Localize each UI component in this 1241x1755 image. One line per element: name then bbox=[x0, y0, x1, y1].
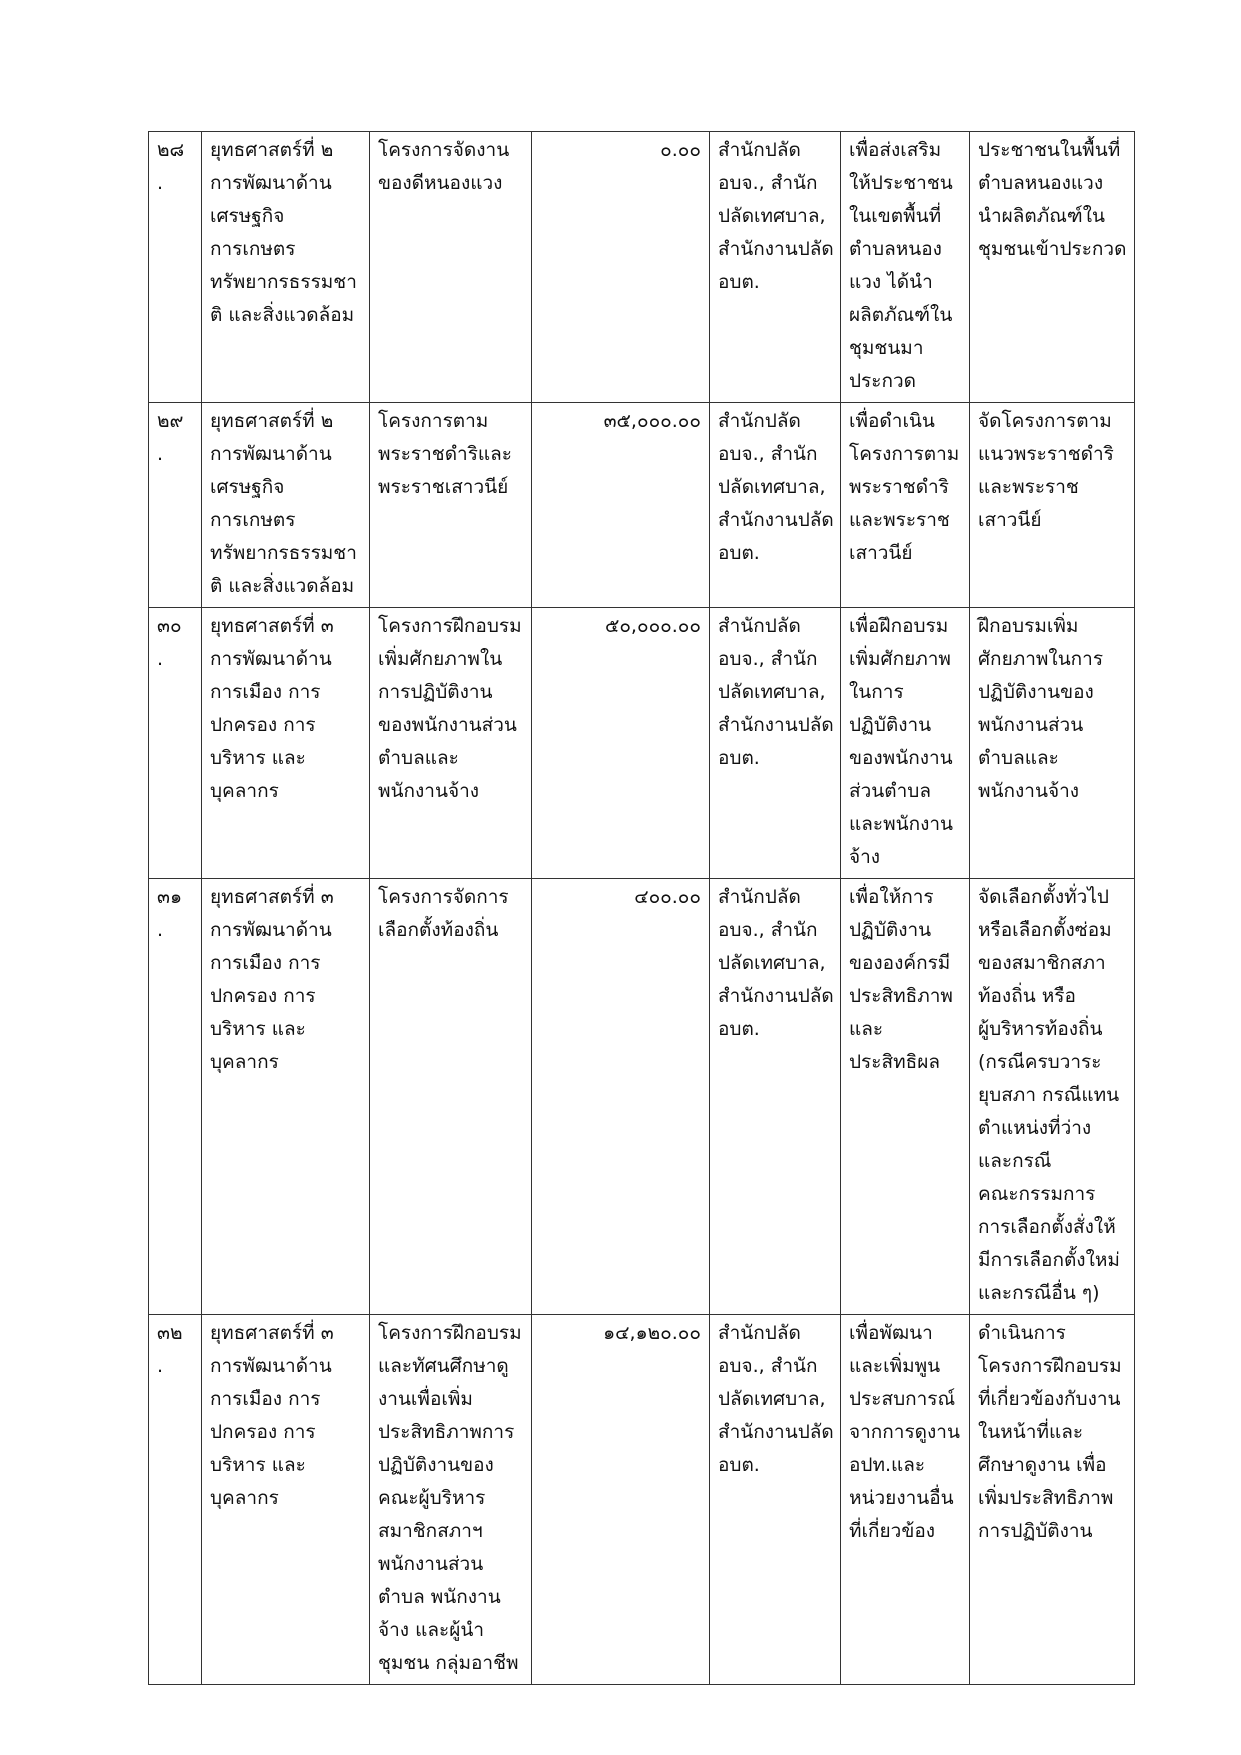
cell-text-line: ชุมชนมา bbox=[849, 337, 924, 359]
cell-text-line: เสาวนีย์ bbox=[978, 509, 1042, 531]
cell-text-line: ยุทธศาสตร์ที่ ๓ bbox=[210, 886, 334, 908]
project-table bbox=[148, 131, 1135, 1685]
cell-text-line: แนวพระราชดำริ bbox=[978, 443, 1114, 465]
table-row bbox=[149, 608, 1135, 879]
cell-text-line: ในหน้าที่และ bbox=[978, 1421, 1084, 1443]
row-number-dot: . bbox=[157, 443, 164, 465]
cell-text-line: อบจ., สำนัก bbox=[718, 1355, 818, 1377]
agency-cell bbox=[710, 879, 841, 1315]
budget-cell bbox=[532, 1315, 710, 1685]
table-row bbox=[149, 879, 1135, 1315]
cell-text-line: การเมือง การ bbox=[210, 681, 321, 703]
cell-text-line: นำผลิตภัณฑ์ใน bbox=[978, 205, 1105, 227]
cell-text-line: พนักงานส่วน bbox=[978, 714, 1084, 736]
cell-text-line: การเกษตร bbox=[210, 238, 296, 260]
row-number-dot: . bbox=[157, 648, 164, 670]
objective-cell bbox=[841, 403, 970, 608]
cell-text-line: ให้ประชาชน bbox=[849, 172, 953, 194]
cell-text-line: เศรษฐกิจ bbox=[210, 476, 285, 498]
cell-text-line: บริหาร และ bbox=[210, 1454, 306, 1476]
cell-text-line: พระราชดำริและ bbox=[378, 443, 513, 465]
row-number: ๓๐ bbox=[157, 615, 182, 637]
output-cell bbox=[970, 879, 1135, 1315]
project-cell bbox=[370, 403, 532, 608]
cell-text-line: พระราชดำริ bbox=[849, 476, 949, 498]
cell-text-line: โครงการฝึกอบรม bbox=[378, 615, 522, 637]
cell-text-line: ปฏิบัติงาน bbox=[849, 919, 932, 941]
cell-text-line: ติ และสิ่งแวดล้อม bbox=[210, 304, 355, 326]
cell-text-line: เสาวนีย์ bbox=[849, 542, 913, 564]
cell-text-line: ประสิทธิภาพ bbox=[849, 985, 953, 1007]
cell-text-line: ในเขตพื้นที่ bbox=[849, 205, 942, 227]
row-number-cell bbox=[149, 132, 202, 403]
table-row bbox=[149, 403, 1135, 608]
budget-cell bbox=[532, 608, 710, 879]
cell-text-line: การเมือง การ bbox=[210, 1388, 321, 1410]
row-number: ๒๙ bbox=[157, 410, 184, 432]
cell-text-line: ปกครอง การ bbox=[210, 985, 316, 1007]
cell-text-line: พระราชเสาวนีย์ bbox=[378, 476, 509, 498]
cell-text-line: สมาชิกสภาฯ bbox=[378, 1520, 483, 1542]
cell-text-line: เพื่อพัฒนา bbox=[849, 1322, 933, 1344]
cell-text-line: แวง ได้นำ bbox=[849, 271, 933, 293]
cell-text-line: อบจ., สำนัก bbox=[718, 648, 818, 670]
cell-text-line: และ bbox=[849, 1018, 884, 1040]
budget-cell bbox=[532, 132, 710, 403]
cell-text-line: ขององค์กรมี bbox=[849, 952, 951, 974]
output-cell bbox=[970, 403, 1135, 608]
cell-text-line: เพื่อดำเนิน bbox=[849, 410, 935, 432]
cell-text-line: ดำเนินการ bbox=[978, 1322, 1066, 1344]
cell-text-line: หรือเลือกตั้งซ่อม bbox=[978, 919, 1112, 941]
output-cell bbox=[970, 608, 1135, 879]
cell-text-line: อบต. bbox=[718, 271, 760, 293]
cell-text-line: ปกครอง การ bbox=[210, 1421, 316, 1443]
cell-text-line: ปกครอง การ bbox=[210, 714, 316, 736]
cell-text-line: ตำบลหนองแวง bbox=[978, 172, 1104, 194]
cell-text-line: ประสบการณ์ bbox=[849, 1388, 956, 1410]
cell-text-line: เพื่อฝึกอบรม bbox=[849, 615, 949, 637]
table-row bbox=[149, 132, 1135, 403]
cell-text-line: พนักงานจ้าง bbox=[978, 780, 1080, 802]
cell-text-line: อบจ., สำนัก bbox=[718, 919, 818, 941]
cell-text-line: งานเพื่อเพิ่ม bbox=[378, 1388, 473, 1410]
cell-text-line: อบจ., สำนัก bbox=[718, 172, 818, 194]
cell-text-line: (กรณีครบวาระ bbox=[978, 1051, 1102, 1073]
cell-text-line: และเพิ่มพูน bbox=[849, 1355, 941, 1377]
cell-text-line: บริหาร และ bbox=[210, 1018, 306, 1040]
cell-text-line: จัดโครงการตาม bbox=[978, 410, 1112, 432]
agency-cell bbox=[710, 132, 841, 403]
cell-text-line: เพิ่มศักยภาพใน bbox=[378, 648, 503, 670]
cell-text-line: ของดีหนองแวง bbox=[378, 172, 503, 194]
cell-text-line: การพัฒนาด้าน bbox=[210, 1355, 332, 1377]
cell-text-line: การเกษตร bbox=[210, 509, 296, 531]
agency-cell bbox=[710, 403, 841, 608]
cell-text-line: ตำบลหนอง bbox=[849, 238, 942, 260]
cell-text-line: สำนักงานปลัด bbox=[718, 238, 834, 260]
table-row bbox=[149, 1315, 1135, 1685]
cell-text-line: ฝึกอบรมเพิ่ม bbox=[978, 615, 1079, 637]
cell-text-line: เศรษฐกิจ bbox=[210, 205, 285, 227]
row-number-cell bbox=[149, 1315, 202, 1685]
cell-text-line: ของพนักงาน bbox=[849, 747, 953, 769]
row-number-cell bbox=[149, 879, 202, 1315]
cell-text-line: เพิ่มประสิทธิภาพ bbox=[978, 1487, 1114, 1509]
cell-text-line: ยุทธศาสตร์ที่ ๒ bbox=[210, 139, 334, 161]
cell-text-line: เพื่อให้การ bbox=[849, 886, 934, 908]
cell-text-line: เพิ่มศักยภาพ bbox=[849, 648, 951, 670]
cell-text-line: ทรัพยากรธรรมชา bbox=[210, 271, 357, 293]
cell-text-line: มีการเลือกตั้งใหม่ bbox=[978, 1249, 1120, 1271]
objective-cell bbox=[841, 879, 970, 1315]
cell-text-line: ๓๕,๐๐๐.๐๐ bbox=[603, 410, 701, 432]
cell-text-line: ตำบล พนักงาน bbox=[378, 1586, 501, 1608]
objective-cell bbox=[841, 132, 970, 403]
cell-text-line: จ้าง และผู้นำ bbox=[378, 1619, 485, 1641]
cell-text-line: ในการ bbox=[849, 681, 904, 703]
cell-text-line: สำนักปลัด bbox=[718, 139, 801, 161]
cell-text-line: ชุมชนเข้าประกวด bbox=[978, 238, 1127, 260]
cell-text-line: อบต. bbox=[718, 542, 760, 564]
strategy-cell bbox=[202, 608, 370, 879]
row-number: ๓๒ bbox=[157, 1322, 183, 1344]
cell-text-line: โครงการฝึกอบรม bbox=[978, 1355, 1122, 1377]
cell-text-line: หน่วยงานอื่น bbox=[849, 1487, 954, 1509]
strategy-cell bbox=[202, 1315, 370, 1685]
cell-text-line: และพระราช bbox=[978, 476, 1079, 498]
cell-text-line: ประสิทธิผล bbox=[849, 1051, 940, 1073]
cell-text-line: ท้องถิ่น หรือ bbox=[978, 985, 1076, 1007]
cell-text-line: และทัศนศึกษาดู bbox=[378, 1355, 509, 1377]
row-number-dot: . bbox=[157, 172, 164, 194]
cell-text-line: ยุทธศาสตร์ที่ ๓ bbox=[210, 1322, 334, 1344]
project-cell bbox=[370, 1315, 532, 1685]
cell-text-line: สำนักปลัด bbox=[718, 615, 801, 637]
cell-text-line: ยุบสภา กรณีแทน bbox=[978, 1084, 1120, 1106]
cell-text-line: การปฏิบัติงาน bbox=[978, 1520, 1093, 1542]
cell-text-line: และพระราช bbox=[849, 509, 950, 531]
cell-text-line: การปฏิบัติงาน bbox=[378, 681, 493, 703]
cell-text-line: พนักงานจ้าง bbox=[378, 780, 480, 802]
cell-text-line: สำนักงานปลัด bbox=[718, 985, 834, 1007]
cell-text-line: ยุทธศาสตร์ที่ ๓ bbox=[210, 615, 334, 637]
cell-text-line: สำนักปลัด bbox=[718, 410, 801, 432]
project-cell bbox=[370, 879, 532, 1315]
cell-text-line: บุคลากร bbox=[210, 1487, 279, 1509]
cell-text-line: ปฏิบัติงานของ bbox=[378, 1454, 494, 1476]
agency-cell bbox=[710, 608, 841, 879]
cell-text-line: ประกวด bbox=[849, 370, 916, 392]
cell-text-line: ยุทธศาสตร์ที่ ๒ bbox=[210, 410, 334, 432]
cell-text-line: ประชาชนในพื้นที่ bbox=[978, 139, 1121, 161]
cell-text-line: ปลัดเทศบาล, bbox=[718, 952, 826, 974]
cell-text-line: เลือกตั้งท้องถิ่น bbox=[378, 919, 499, 941]
cell-text-line: โครงการตาม bbox=[378, 410, 489, 432]
budget-cell bbox=[532, 403, 710, 608]
cell-text-line: โครงการตาม bbox=[849, 443, 960, 465]
cell-text-line: ปลัดเทศบาล, bbox=[718, 476, 826, 498]
cell-text-line: อบต. bbox=[718, 747, 760, 769]
cell-text-line: อบต. bbox=[718, 1454, 760, 1476]
cell-text-line: จ้าง bbox=[849, 846, 881, 868]
cell-text-line: อปท.และ bbox=[849, 1454, 926, 1476]
cell-text-line: ศักยภาพในการ bbox=[978, 648, 1104, 670]
row-number: ๓๑ bbox=[157, 886, 183, 908]
row-number-dot: . bbox=[157, 1355, 164, 1377]
cell-text-line: ผลิตภัณฑ์ใน bbox=[849, 304, 953, 326]
cell-text-line: การพัฒนาด้าน bbox=[210, 919, 332, 941]
cell-text-line: จัดเลือกตั้งทั่วไป bbox=[978, 886, 1109, 908]
strategy-cell bbox=[202, 403, 370, 608]
cell-text-line: การเลือกตั้งสั่งให้ bbox=[978, 1216, 1116, 1238]
cell-text-line: คณะผู้บริหาร bbox=[378, 1487, 486, 1509]
project-table-body bbox=[149, 132, 1135, 1685]
cell-text-line: สำนักงานปลัด bbox=[718, 1421, 834, 1443]
cell-text-line: ผู้บริหารท้องถิ่น bbox=[978, 1018, 1103, 1040]
cell-text-line: เพื่อส่งเสริม bbox=[849, 139, 942, 161]
objective-cell bbox=[841, 608, 970, 879]
project-cell bbox=[370, 608, 532, 879]
budget-cell bbox=[532, 879, 710, 1315]
row-number-cell bbox=[149, 608, 202, 879]
cell-text-line: ๕๐,๐๐๐.๐๐ bbox=[604, 615, 701, 637]
cell-text-line: ปลัดเทศบาล, bbox=[718, 205, 826, 227]
cell-text-line: จากการดูงาน bbox=[849, 1421, 960, 1443]
agency-cell bbox=[710, 1315, 841, 1685]
cell-text-line: ๑๔,๑๒๐.๐๐ bbox=[603, 1322, 701, 1344]
cell-text-line: สำนักงานปลัด bbox=[718, 509, 834, 531]
cell-text-line: ๐.๐๐ bbox=[660, 139, 701, 161]
cell-text-line: ชุมชน กลุ่มอาชีพ bbox=[378, 1652, 519, 1674]
cell-text-line: ประสิทธิภาพการ bbox=[378, 1421, 515, 1443]
cell-text-line: ปฏิบัติงาน bbox=[849, 714, 932, 736]
cell-text-line: การพัฒนาด้าน bbox=[210, 648, 332, 670]
cell-text-line: สำนักปลัด bbox=[718, 1322, 801, 1344]
output-cell bbox=[970, 132, 1135, 403]
row-number-cell bbox=[149, 403, 202, 608]
cell-text-line: ตำแหน่งที่ว่าง bbox=[978, 1117, 1092, 1139]
cell-text-line: อบจ., สำนัก bbox=[718, 443, 818, 465]
cell-text-line: โครงการจัดงาน bbox=[378, 139, 510, 161]
cell-text-line: สำนักงานปลัด bbox=[718, 714, 834, 736]
cell-text-line: ติ และสิ่งแวดล้อม bbox=[210, 575, 355, 597]
cell-text-line: และพนักงาน bbox=[849, 813, 954, 835]
row-number: ๒๘ bbox=[157, 139, 185, 161]
cell-text-line: การพัฒนาด้าน bbox=[210, 172, 332, 194]
objective-cell bbox=[841, 1315, 970, 1685]
cell-text-line: ของสมาชิกสภา bbox=[978, 952, 1106, 974]
project-cell bbox=[370, 132, 532, 403]
row-number-dot: . bbox=[157, 919, 164, 941]
cell-text-line: และกรณีอื่น ๆ) bbox=[978, 1282, 1100, 1304]
strategy-cell bbox=[202, 879, 370, 1315]
cell-text-line: คณะกรรมการ bbox=[978, 1183, 1096, 1205]
cell-text-line: ปลัดเทศบาล, bbox=[718, 681, 826, 703]
cell-text-line: โครงการจัดการ bbox=[378, 886, 509, 908]
cell-text-line: และกรณี bbox=[978, 1150, 1052, 1172]
cell-text-line: ปลัดเทศบาล, bbox=[718, 1388, 826, 1410]
cell-text-line: ปฏิบัติงานของ bbox=[978, 681, 1094, 703]
cell-text-line: ตำบลและ bbox=[978, 747, 1059, 769]
cell-text-line: สำนักปลัด bbox=[718, 886, 801, 908]
cell-text-line: ที่เกี่ยวข้อง bbox=[849, 1520, 936, 1542]
strategy-cell bbox=[202, 132, 370, 403]
cell-text-line: การพัฒนาด้าน bbox=[210, 443, 332, 465]
cell-text-line: บริหาร และ bbox=[210, 747, 306, 769]
cell-text-line: พนักงานส่วน bbox=[378, 1553, 484, 1575]
cell-text-line: โครงการฝึกอบรม bbox=[378, 1322, 522, 1344]
cell-text-line: ของพนักงานส่วน bbox=[378, 714, 517, 736]
cell-text-line: ศึกษาดูงาน เพื่อ bbox=[978, 1454, 1107, 1476]
cell-text-line: ที่เกี่ยวข้องกับงาน bbox=[978, 1388, 1121, 1410]
cell-text-line: บุคลากร bbox=[210, 780, 279, 802]
cell-text-line: ทรัพยากรธรรมชา bbox=[210, 542, 357, 564]
cell-text-line: ส่วนตำบล bbox=[849, 780, 931, 802]
cell-text-line: ตำบลและ bbox=[378, 747, 459, 769]
cell-text-line: อบต. bbox=[718, 1018, 760, 1040]
cell-text-line: บุคลากร bbox=[210, 1051, 279, 1073]
output-cell bbox=[970, 1315, 1135, 1685]
cell-text-line: การเมือง การ bbox=[210, 952, 321, 974]
cell-text-line: ๔๐๐.๐๐ bbox=[634, 886, 701, 908]
